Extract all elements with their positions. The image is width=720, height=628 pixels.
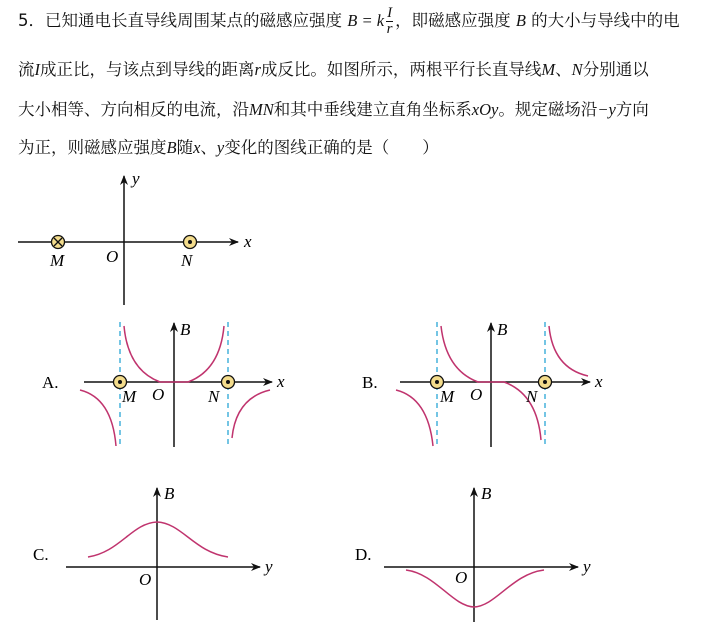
x-axis-label: x: [244, 232, 252, 251]
wire-m-label: M: [50, 251, 65, 270]
x-axis-label: x: [595, 372, 603, 391]
option-b-letter: B.: [362, 373, 378, 392]
curve-right: [549, 326, 588, 376]
formula-fraction: $\frac{I}{r}$: [386, 5, 393, 37]
origin-label: O: [152, 385, 165, 404]
wire-n-icon: [222, 376, 235, 389]
option-d[interactable]: [355, 484, 591, 622]
y-axis-label: y: [132, 169, 140, 188]
option-c[interactable]: [33, 484, 273, 620]
y-axis-label: y: [265, 557, 273, 576]
n-label: N: [526, 387, 538, 406]
question-line-2: 流I成正比，与该点到导线的距离r成反比。如图所示，两根平行长直导线M、N分别通以: [18, 60, 649, 79]
n-label: N: [208, 387, 220, 406]
question-line-3: 大小相等、方向相反的电流，沿MN和其中垂线建立直角坐标系xOy。规定磁场沿−y方向: [18, 100, 649, 119]
curve-left: [80, 390, 116, 446]
curves: [396, 326, 588, 446]
b-axis-label: B: [164, 484, 175, 503]
option-a-letter: A.: [42, 373, 59, 392]
question-line-4: 为正，则磁感应强度B随x、y变化的图线正确的是（ ）: [18, 138, 439, 157]
y-axis-label: B: [180, 320, 191, 339]
origin-label: O: [106, 247, 119, 266]
option-d-letter: D.: [355, 545, 372, 564]
curve-left: [396, 390, 433, 446]
wire-n-out-of-page-icon: [184, 236, 197, 249]
option-b[interactable]: [362, 320, 603, 447]
origin-label: O: [139, 570, 152, 589]
curve: [406, 570, 544, 607]
option-a[interactable]: [42, 320, 285, 447]
y-axis-label: B: [497, 320, 508, 339]
option-c-letter: C.: [33, 545, 49, 564]
curves: [80, 326, 270, 446]
curve: [88, 522, 228, 557]
y-axis-label: y: [583, 557, 591, 576]
m-label: M: [122, 387, 137, 406]
curve-right: [232, 390, 270, 438]
x-axis-label: x: [277, 372, 285, 391]
origin-label: O: [455, 568, 468, 587]
question-line-1: 5．已知通电长直导线周围某点的磁感应强度 B = k $\frac{I}{r}$ ，即磁感应强度 B 的大小与导线中的电: [18, 5, 680, 37]
main-figure: [18, 169, 252, 305]
m-label: M: [440, 387, 455, 406]
b-axis-label: B: [481, 484, 492, 503]
wire-n-label: N: [181, 251, 193, 270]
origin-label: O: [470, 385, 483, 404]
wire-m-into-page-icon: [52, 236, 65, 249]
question-number: 5．: [18, 11, 45, 30]
wire-n-icon: [539, 376, 552, 389]
